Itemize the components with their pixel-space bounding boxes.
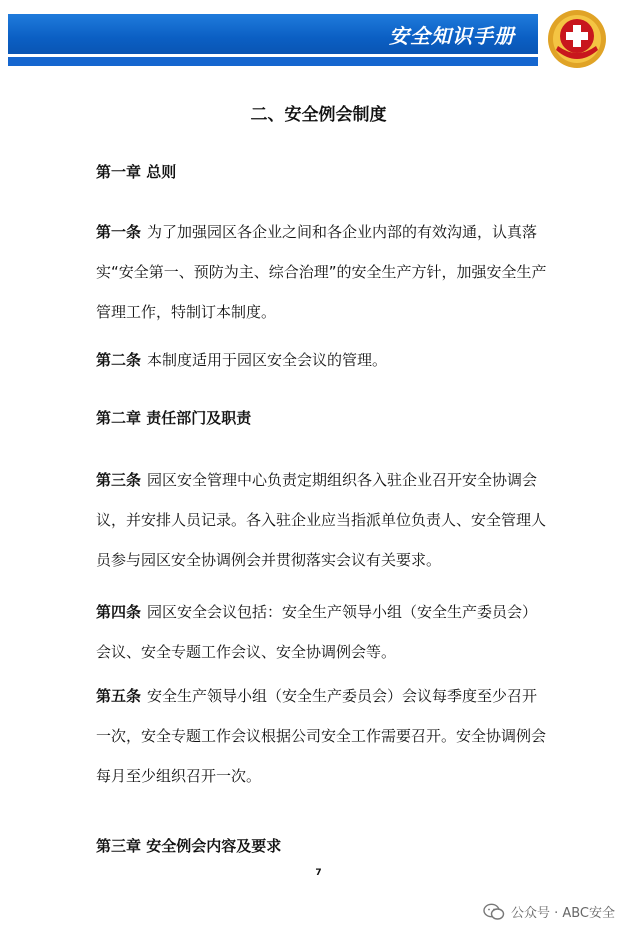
article-3 xyxy=(96,460,551,580)
article-2-text: 本制度适用于园区安全会议的管理。 xyxy=(147,351,388,369)
article-1-label: 第一条 xyxy=(96,223,142,241)
article-3-label: 第三条 xyxy=(96,471,142,489)
page-number: 7 xyxy=(315,868,322,878)
watermark-text: 公众号 · ABC安全 xyxy=(510,906,615,921)
article-5 xyxy=(96,676,551,796)
article-2 xyxy=(96,340,551,380)
chapter-1-heading: 第一章 总则 xyxy=(96,163,177,181)
article-1 xyxy=(96,212,551,332)
article-3-text: 园区安全管理中心负责定期组织各入驻企业召开安全协调会议，并安排人员记录。各入驻企业应当指派单位负责人、安全管理人员参与园区安全协调例会并贯彻落实会议有关要求。 xyxy=(96,471,547,569)
watermark xyxy=(483,902,615,921)
article-5-text: 安全生产领导小组（安全生产委员会）会议每季度至少召开一次，安全专题工作会议根据公司安全工作需要召开。安全协调例会每月至少组织召开一次。 xyxy=(96,687,547,785)
article-1-text: 为了加强园区各企业之间和各企业内部的有效沟通，认真落实“安全第一、预防为主、综合治理”的安全生产方针，加强安全生产管理工作，特制订本制度。 xyxy=(96,223,547,321)
wechat-icon xyxy=(483,903,505,921)
header-title: 安全知识手册 xyxy=(389,24,515,48)
article-4 xyxy=(96,592,551,672)
article-2-label: 第二条 xyxy=(96,351,142,369)
header-underline xyxy=(8,57,538,66)
article-4-text: 园区安全会议包括：安全生产领导小组（安全生产委员会）会议、安全专题工作会议、安全协调例会等。 xyxy=(96,603,538,661)
chapter-3-heading: 第三章 安全例会内容及要求 xyxy=(96,837,282,855)
document-title: 二、安全例会制度 xyxy=(250,105,387,125)
article-4-label: 第四条 xyxy=(96,603,142,621)
safety-cross-emblem-icon xyxy=(546,8,608,70)
chapter-2-heading: 第二章 责任部门及职责 xyxy=(96,409,252,427)
article-5-label: 第五条 xyxy=(96,687,142,705)
